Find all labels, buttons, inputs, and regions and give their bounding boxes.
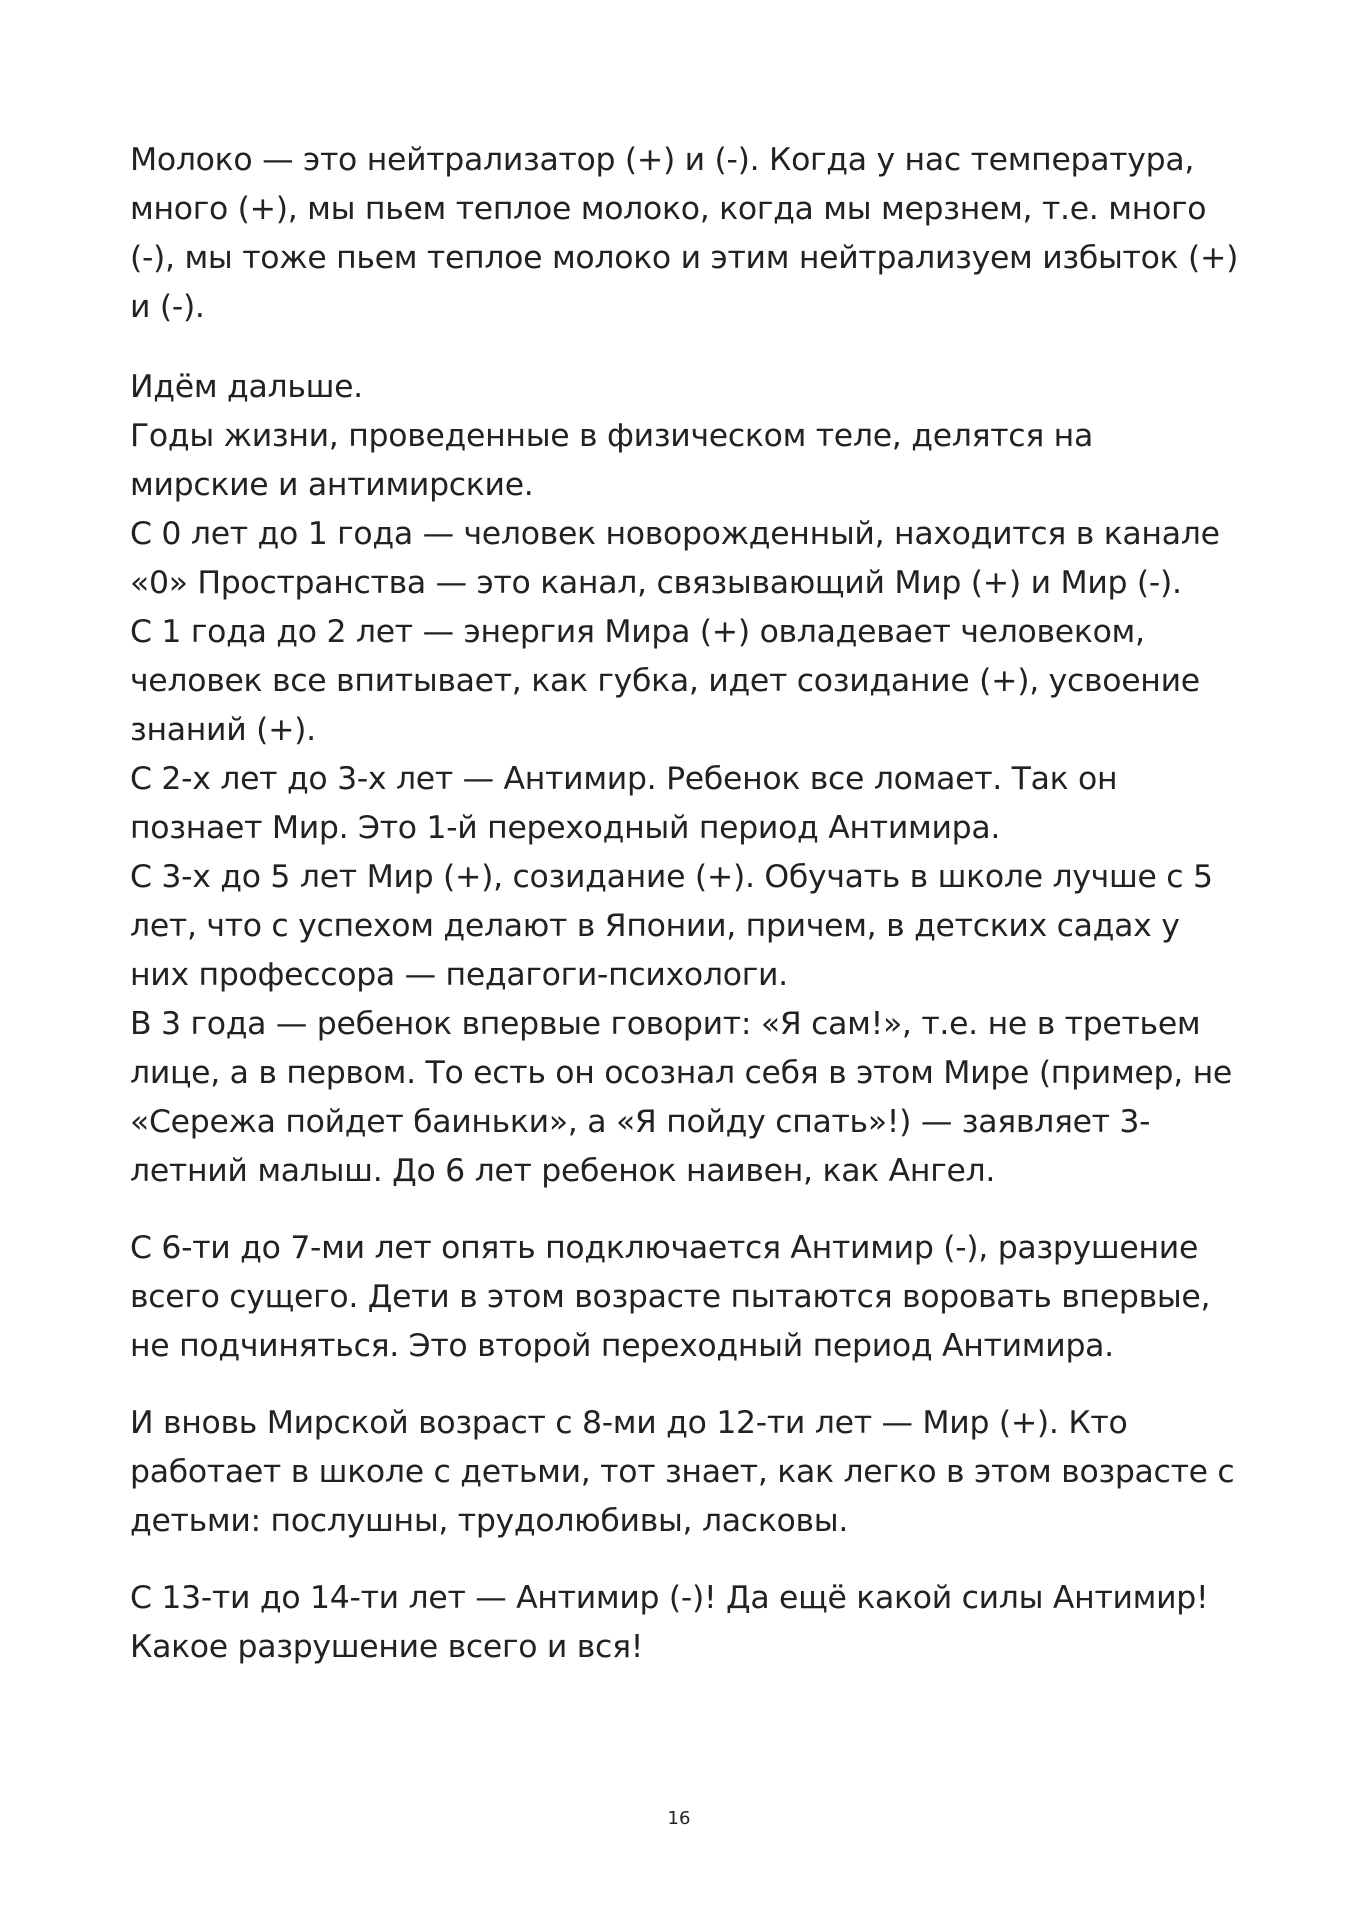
paragraph-age-0-1: С 0 лет до 1 года — человек новорожденный, находится в канале «0» Пространства — это канал, связывающий Мир (+) и Мир (-). — [130, 516, 1220, 601]
paragraph-age-1-2: С 1 года до 2 лет — энергия Мира (+) овладевает человеком, человек все впитывает, как губка, идет созидание (+), усвоение знаний (+). — [130, 614, 1200, 748]
paragraph-age-6-7: С 6-ти до 7-ми лет опять подключается Антимир (-), разрушение всего сущего. Дети в этом возрасте пытаются воровать впервые, не подчиняться. Это второй переходный период Антимира. — [130, 1230, 1211, 1364]
paragraph-years-of-life: Годы жизни, проведенные в физическом теле, делятся на мирские и антимирские. — [130, 418, 1093, 503]
paragraph-age-2-3: С 2-х лет до 3-х лет — Антимир. Ребенок все ломает. Так он познает Мир. Это 1-й переходный период Антимира. — [130, 761, 1118, 846]
paragraph-age-8-12: И вновь Мирской возраст с 8-ми до 12-ти лет — Мир (+). Кто работает в школе с детьми, тот знает, как легко в этом возрасте с детьми: послушны, трудолюбивы, ласковы. — [130, 1405, 1235, 1539]
page-number: 16 — [667, 1808, 691, 1829]
paragraph-age-3-5: С 3-х до 5 лет Мир (+), созидание (+). Обучать в школе лучше с 5 лет, что с успехом делают в Японии, причем, в детских садах у них профессора — педагоги-психологи. — [130, 859, 1213, 993]
paragraph-spacer — [130, 1546, 1240, 1574]
paragraph-milk: Молоко — это нейтрализатор (+) и (-). Когда у нас температура, много (+), мы пьем теплое молоко, когда мы мерзнем, т.е. много (-), мы тоже пьем теплое молоко и этим нейтрализуем избыток (+) и (-). — [130, 142, 1239, 325]
paragraph-age-3-speech: В 3 года — ребенок впервые говорит: «Я сам!», т.е. не в третьем лице, а в первом. То есть он осознал себя в этом Мире (пример, не «Сережа пойдет баиньки», а «Я пойду спать»!) — заявляет 3-летний малыш. До 6 лет ребенок наивен, как Ангел. — [130, 1006, 1233, 1189]
page-body — [130, 136, 1240, 1672]
paragraph-spacer — [130, 1196, 1240, 1224]
paragraph-age-13-14: С 13-ти до 14-ти лет — Антимир (-)! Да ещё какой силы Антимир! Какое разрушение всего и вся! — [130, 1580, 1209, 1665]
paragraph-spacer — [130, 1371, 1240, 1399]
paragraph-moving-on: Идём дальше. — [130, 369, 363, 405]
paragraph-spacer — [130, 332, 1240, 363]
